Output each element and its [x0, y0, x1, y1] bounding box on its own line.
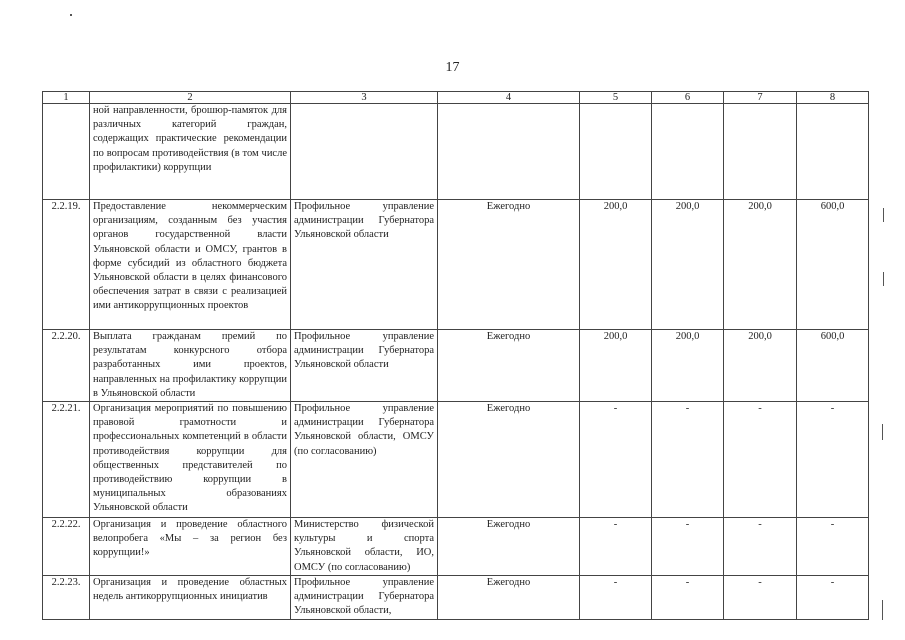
- item-number: 2.2.22.: [43, 518, 90, 576]
- activity-text: Выплата гражданам премий по результатам конкурсного отбора разработанных ими проектов, направленных на профилактику коррупции в Ульяновской области: [90, 330, 291, 402]
- period-text: Ежегодно: [438, 518, 580, 576]
- column-header: 6: [652, 92, 724, 104]
- column-header: 1: [43, 92, 90, 104]
- value-cell: 200,0: [652, 330, 724, 402]
- table-row: [43, 576, 869, 620]
- value-cell: 200,0: [724, 330, 797, 402]
- scan-mark: [883, 272, 884, 286]
- activity-text: Предоставление некоммерческим организациям, созданным без участия органов государственной власти Ульяновской области и ОМСУ, грантов в форме субсидий из областного бюджета Ульяновской области в целях финансового обеспечения затрат в связи с реализацией ими антикоррупционных проектов: [90, 200, 291, 330]
- value-cell: -: [652, 576, 724, 620]
- item-number: 2.2.21.: [43, 402, 90, 518]
- value-cell: 200,0: [580, 200, 652, 330]
- value-cell: -: [724, 518, 797, 576]
- value-cell: 200,0: [724, 200, 797, 330]
- executor-text: Профильное управление администрации Губернатора Ульяновской области: [291, 330, 438, 402]
- scan-mark: [70, 14, 72, 16]
- period-text: Ежегодно: [438, 330, 580, 402]
- value-cell: [724, 104, 797, 200]
- value-cell: -: [580, 518, 652, 576]
- column-header: 2: [90, 92, 291, 104]
- value-cell: -: [797, 576, 869, 620]
- table-row: [43, 104, 869, 200]
- item-number: [43, 104, 90, 200]
- executor-text: Профильное управление администрации Губернатора Ульяновской области,: [291, 576, 438, 620]
- value-cell: -: [652, 402, 724, 518]
- value-cell: -: [724, 576, 797, 620]
- activity-text: ной направленности, брошюр-памяток для различных категорий граждан, содержащих практические рекомендации по вопросам противодействия (в том числе профилактики) коррупции: [90, 104, 291, 200]
- executor-text: Министерство физической культуры и спорта Ульяновской области, ИО, ОМСУ (по согласованию): [291, 518, 438, 576]
- table-row: [43, 330, 869, 402]
- value-cell: -: [652, 518, 724, 576]
- table-row: [43, 518, 869, 576]
- executor-text: Профильное управление администрации Губернатора Ульяновской области: [291, 200, 438, 330]
- item-number: 2.2.20.: [43, 330, 90, 402]
- period-text: [438, 104, 580, 200]
- scan-mark: [882, 600, 883, 620]
- item-number: 2.2.23.: [43, 576, 90, 620]
- scan-mark: [882, 424, 883, 440]
- value-cell: [797, 104, 869, 200]
- column-header: 3: [291, 92, 438, 104]
- value-cell: -: [797, 518, 869, 576]
- value-cell: -: [797, 402, 869, 518]
- value-cell: [580, 104, 652, 200]
- scan-mark: [883, 208, 884, 222]
- period-text: Ежегодно: [438, 402, 580, 518]
- value-cell: -: [724, 402, 797, 518]
- activity-text: Организация мероприятий по повышению правовой грамотности и профессиональных компетенций в области противодействия коррупции для общественных представителей по противодействию коррупции в муниципальных образованиях Ульяновской области: [90, 402, 291, 518]
- column-number-row: [43, 92, 869, 104]
- executor-text: [291, 104, 438, 200]
- program-table: [42, 91, 869, 620]
- executor-text: Профильное управление администрации Губернатора Ульяновской области, ОМСУ (по согласованию): [291, 402, 438, 518]
- activity-text: Организация и проведение областного велопробега «Мы – за регион без коррупции!»: [90, 518, 291, 576]
- column-header: 7: [724, 92, 797, 104]
- value-cell: 600,0: [797, 330, 869, 402]
- value-cell: -: [580, 576, 652, 620]
- period-text: Ежегодно: [438, 576, 580, 620]
- period-text: Ежегодно: [438, 200, 580, 330]
- value-cell: 200,0: [580, 330, 652, 402]
- page-number: 17: [445, 60, 460, 75]
- column-header: 5: [580, 92, 652, 104]
- column-header: 4: [438, 92, 580, 104]
- value-cell: -: [580, 402, 652, 518]
- table-row: [43, 200, 869, 330]
- column-header: 8: [797, 92, 869, 104]
- item-number: 2.2.19.: [43, 200, 90, 330]
- value-cell: 600,0: [797, 200, 869, 330]
- table-row: [43, 402, 869, 518]
- value-cell: [652, 104, 724, 200]
- value-cell: 200,0: [652, 200, 724, 330]
- activity-text: Организация и проведение областных недель антикоррупционных инициатив: [90, 576, 291, 620]
